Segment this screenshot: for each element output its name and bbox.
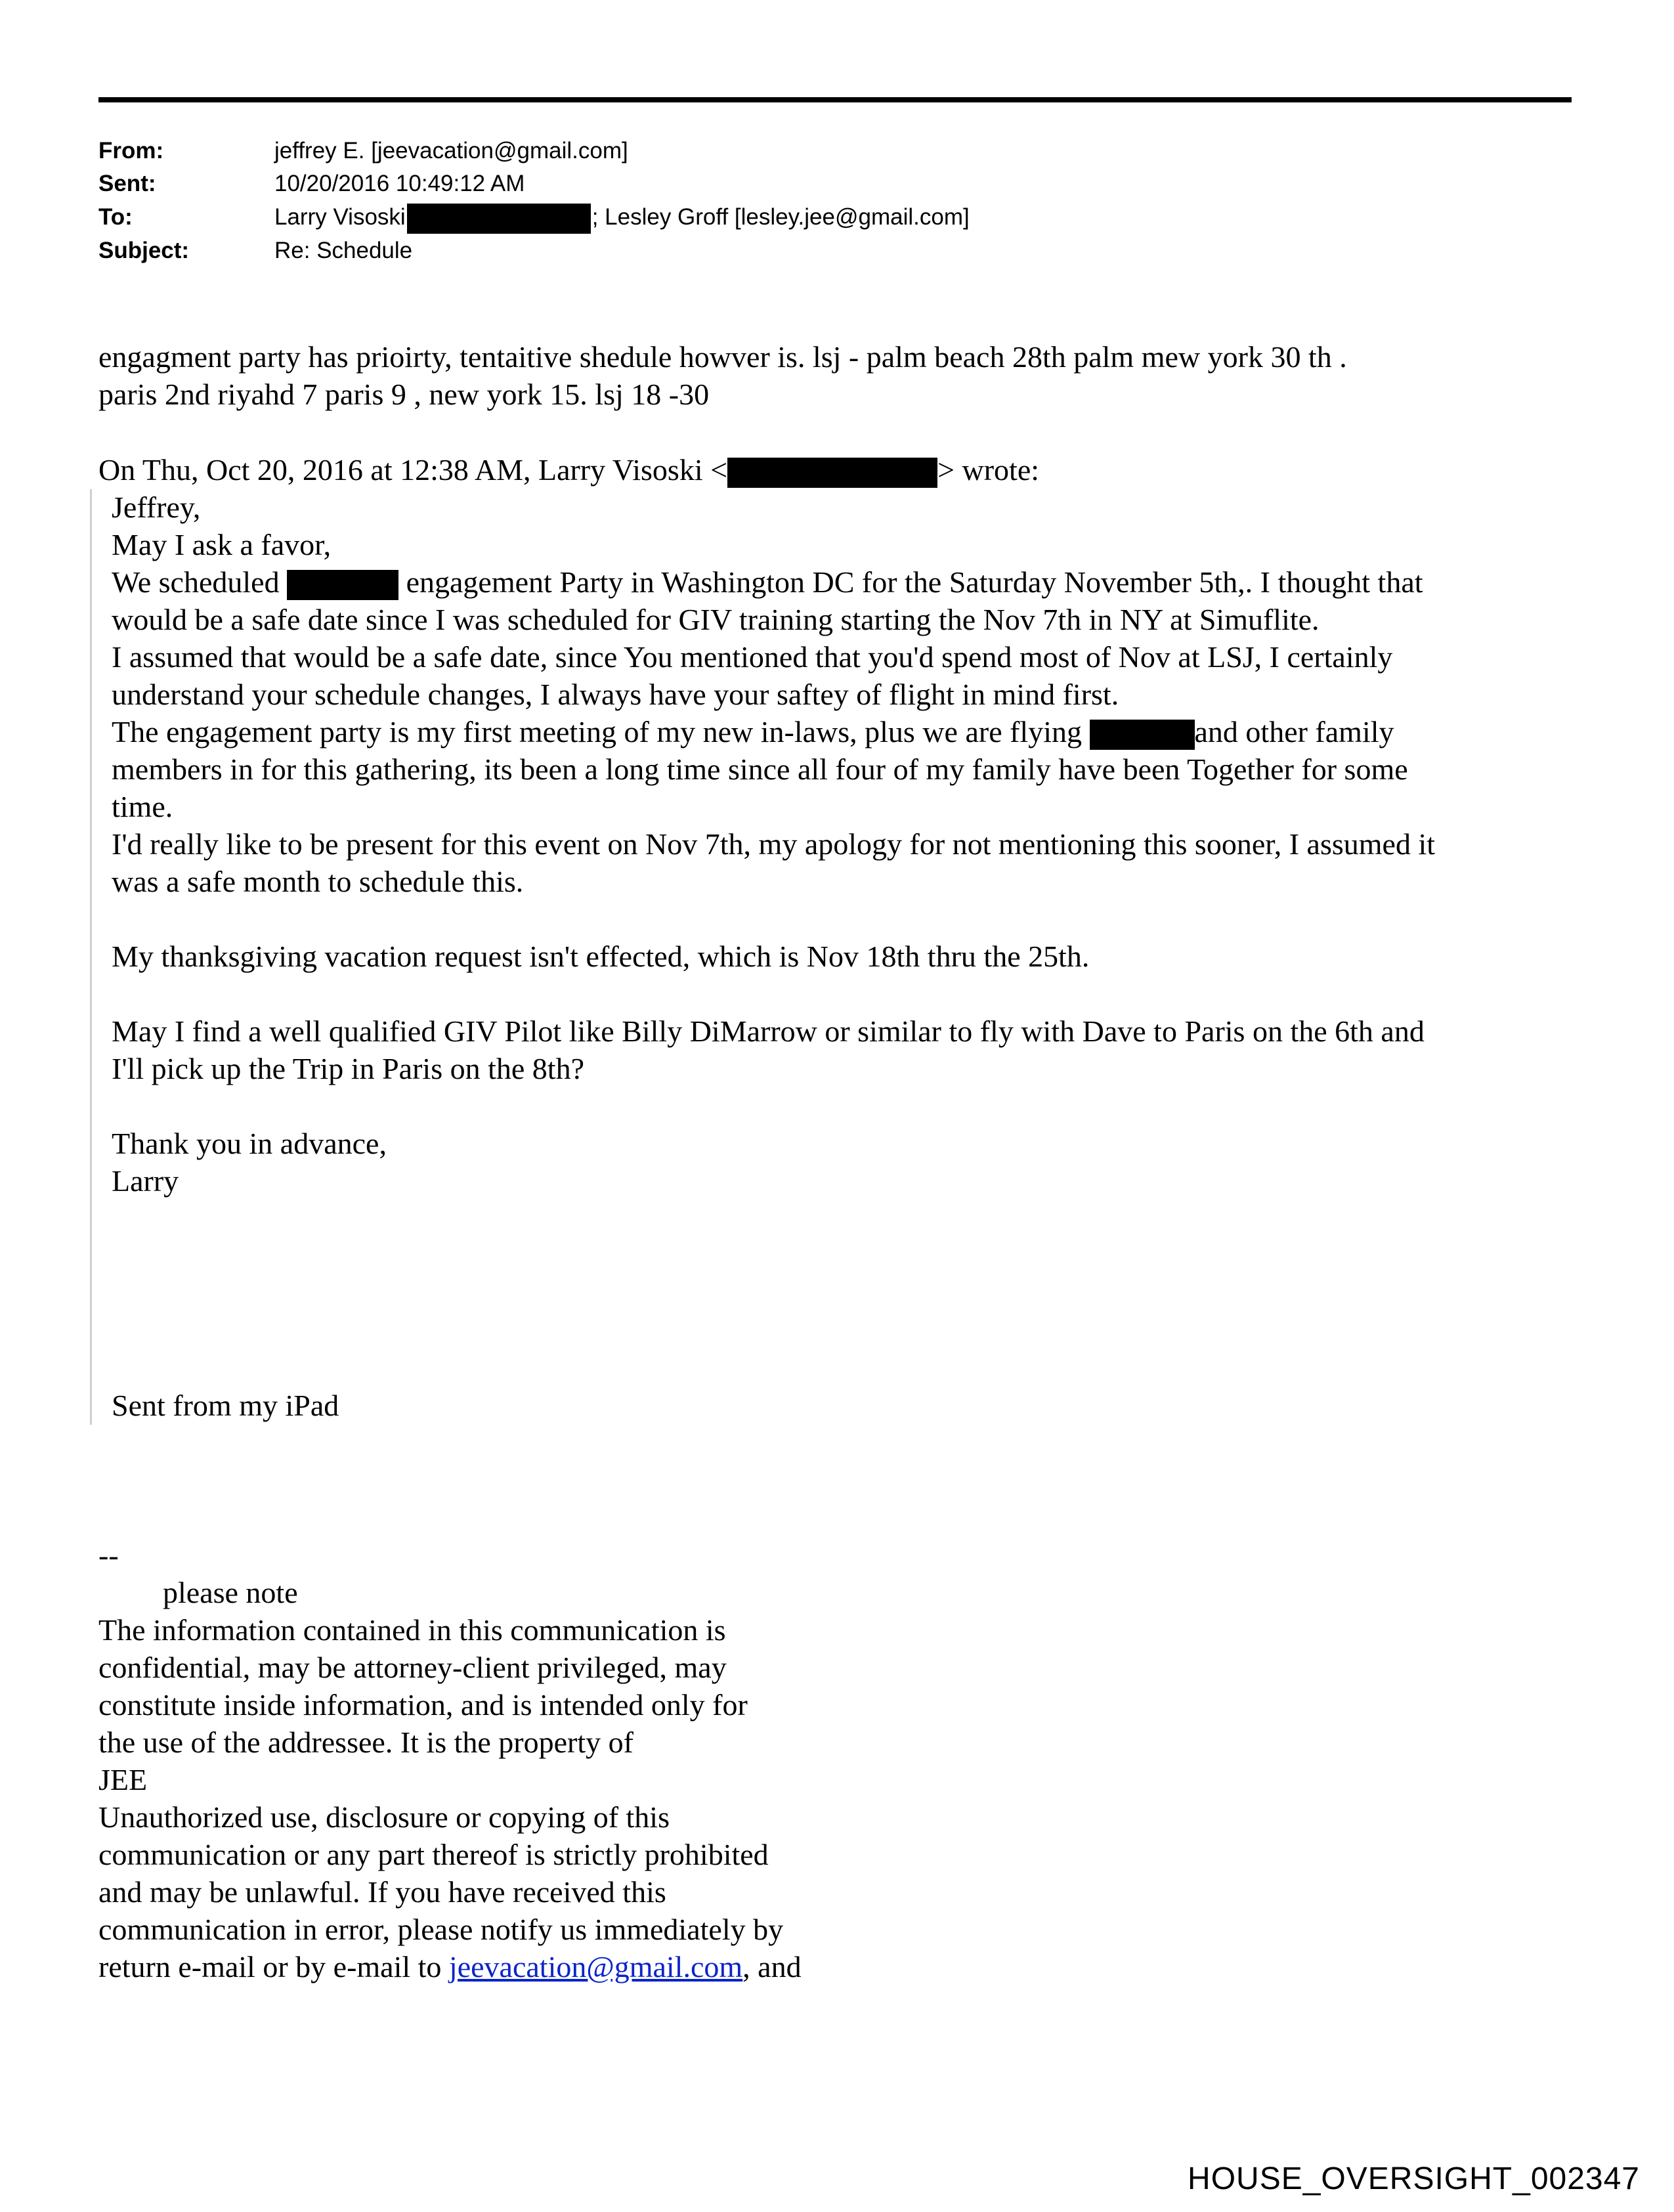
disclaimer-line: communication in error, please notify us immediately by <box>98 1913 784 1946</box>
quoted-p1a-before: We scheduled <box>112 565 288 599</box>
disclaimer-line: confidential, may be attorney-client privileged, may <box>98 1651 727 1684</box>
quote-intro-before: On Thu, Oct 20, 2016 at 12:38 AM, Larry Visoski < <box>98 453 728 487</box>
signature-dashes: -- <box>98 1538 119 1572</box>
sent-value: 10/20/2016 10:49:12 AM <box>274 171 525 196</box>
quoted-p3a-after: and other family <box>1194 715 1394 748</box>
to-name: Larry Visoski <box>274 204 406 230</box>
quote-intro-after: > wrote: <box>937 453 1040 487</box>
redaction-box <box>407 204 591 234</box>
disclaimer-last-line <box>98 1948 802 1985</box>
quoted-p5: My thanksgiving vacation request isn't effected, which is Nov 18th thru the 25th. <box>112 940 1090 973</box>
quoted-sent-from: Sent from my iPad <box>112 1389 339 1422</box>
quoted-p3b: members in for this gathering, its been a long time since all four of my family have been Together for some <box>112 752 1408 786</box>
quoted-p1b: would be a safe date since I was scheduled for GIV training starting the Nov 7th in NY at Simuflite. <box>112 603 1320 636</box>
quoted-p3a-before: The engagement party is my first meeting of my new in-laws, plus we are flying <box>112 715 1090 748</box>
disclaimer-line: Unauthorized use, disclosure or copying of this <box>98 1800 670 1834</box>
disclaimer-line: and may be unlawful. If you have received this <box>98 1875 666 1909</box>
quoted-signoff: Larry <box>112 1164 179 1198</box>
quoted-thanks: Thank you in advance, <box>112 1127 387 1160</box>
disclaimer-line: the use of the addressee. It is the property of <box>98 1725 633 1759</box>
redaction-box <box>1090 720 1195 750</box>
disclaimer-last-before: return e-mail or by e-mail to <box>98 1950 449 1984</box>
disclaimer-last-after: , and <box>742 1950 802 1984</box>
redaction-box <box>287 570 398 600</box>
quoted-greeting: Jeffrey, <box>112 490 201 524</box>
to-label: To: <box>98 204 133 230</box>
disclaimer-line: JEE <box>98 1763 148 1796</box>
reply-line-1: engagment party has prioirty, tentaitive shedule howver is. lsj - palm beach 28th palm mew york 30 th . <box>98 340 1347 374</box>
quoted-p2a: I assumed that would be a safe date, since You mentioned that you'd spend most of Nov at LSJ, I certainly <box>112 640 1393 674</box>
quoted-p2b: understand your schedule changes, I always have your saftey of flight in mind first. <box>112 678 1119 711</box>
quoted-p4b: was a safe month to schedule this. <box>112 865 524 898</box>
quoted-p6b: I'll pick up the Trip in Paris on the 8th? <box>112 1052 584 1085</box>
from-label: From: <box>98 138 164 163</box>
header-rule <box>98 97 1572 102</box>
quote-intro <box>98 451 1039 488</box>
to-rest: ; Lesley Groff [lesley.jee@gmail.com] <box>591 204 970 230</box>
sent-label: Sent: <box>98 171 156 196</box>
redaction-box <box>727 458 937 488</box>
to-value <box>274 201 970 234</box>
quoted-ask: May I ask a favor, <box>112 528 332 561</box>
bates-number: HOUSE_OVERSIGHT_002347 <box>1188 2161 1640 2196</box>
quote-bar <box>90 489 92 1425</box>
disclaimer-line: constitute inside information, and is intended only for <box>98 1688 748 1722</box>
disclaimer-line: communication or any part thereof is strictly prohibited <box>98 1838 769 1871</box>
quoted-p1a <box>112 563 1423 601</box>
signature-please-note: please note <box>163 1576 298 1609</box>
disclaimer-line: The information contained in this communication is <box>98 1613 726 1647</box>
quoted-p3c: time. <box>112 790 173 823</box>
quoted-p1a-after: engagement Party in Washington DC for the Saturday November 5th,. I thought that <box>398 565 1423 599</box>
quoted-p6a: May I find a well qualified GIV Pilot like Billy DiMarrow or similar to fly with Dave to Paris on the 6th and <box>112 1014 1425 1048</box>
email-link[interactable]: jeevacation@gmail.com <box>448 1950 743 1984</box>
reply-line-2: paris 2nd riyahd 7 paris 9 , new york 15. lsj 18 -30 <box>98 378 710 411</box>
from-value: jeffrey E. [jeevacation@gmail.com] <box>274 138 628 163</box>
quoted-p3a <box>112 713 1394 750</box>
subject-value: Re: Schedule <box>274 238 413 263</box>
subject-label: Subject: <box>98 238 190 263</box>
quoted-p4a: I'd really like to be present for this event on Nov 7th, my apology for not mentioning this sooner, I assumed it <box>112 827 1436 861</box>
